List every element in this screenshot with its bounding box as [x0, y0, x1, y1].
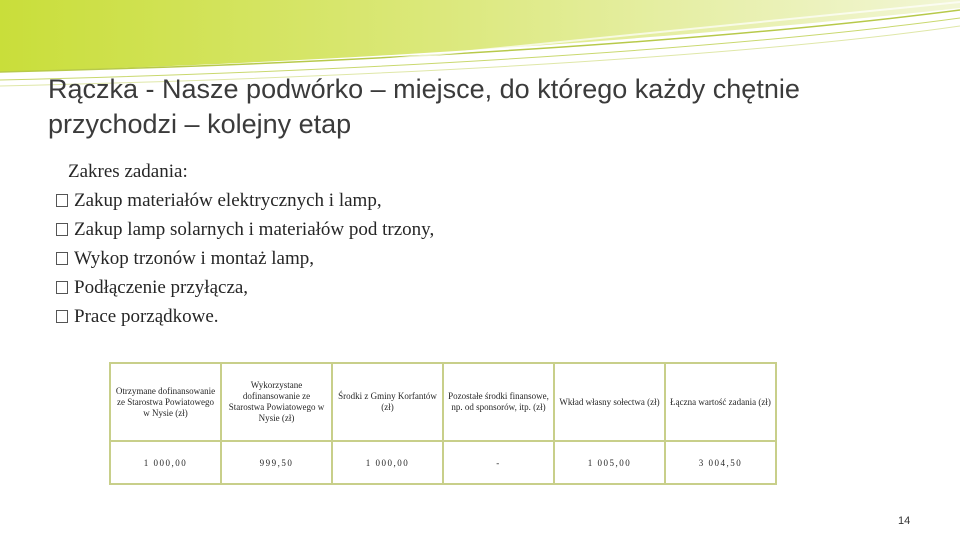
- value-total: 3 004,50: [665, 441, 776, 484]
- task-scope-heading: Zakres zadania:: [68, 161, 188, 182]
- slide-title: Rączka - Nasze podwórko – miejsce, do którego każdy chętnie przychodzi – kolejny etap: [48, 74, 800, 139]
- list-item: Zakup materiałów elektrycznych i lamp,: [56, 186, 434, 215]
- list-item: Prace porządkowe.: [56, 302, 434, 331]
- checkbox-icon: [56, 252, 68, 265]
- header-other-funds: Pozostałe środki finansowe, np. od sponsorów, itp. (zł): [443, 363, 554, 441]
- list-item: Zakup lamp solarnych i materiałów pod trzony,: [56, 215, 434, 244]
- list-item: Wykop trzonów i montaż lamp,: [56, 244, 434, 273]
- value-other-funds: -: [443, 441, 554, 484]
- value-municipality-funds: 1 000,00: [332, 441, 443, 484]
- financing-table: [109, 362, 777, 485]
- value-own-contribution: 1 005,00: [554, 441, 665, 484]
- table-row: [110, 441, 776, 484]
- header-municipality-funds: Środki z Gminy Korfantów (zł): [332, 363, 443, 441]
- checkbox-icon: [56, 310, 68, 323]
- header-own-contribution: Wkład własny sołectwa (zł): [554, 363, 665, 441]
- checkbox-icon: [56, 281, 68, 294]
- checkbox-icon: [56, 223, 68, 236]
- value-used-funding: 999,50: [221, 441, 332, 484]
- value-received-funding: 1 000,00: [110, 441, 221, 484]
- header-total-value: Łączna wartość zadania (zł): [665, 363, 776, 441]
- page-number: 14: [898, 515, 911, 527]
- table-header-row: [110, 363, 776, 441]
- list-item: Podłączenie przyłącza,: [56, 273, 434, 302]
- checkbox-icon: [56, 194, 68, 207]
- header-received-funding: Otrzymane dofinansowanie ze Starostwa Powiatowego w Nysie (zł): [110, 363, 221, 441]
- task-scope: [56, 157, 434, 331]
- header-used-funding: Wykorzystane dofinansowanie ze Starostwa Powiatowego w Nysie (zł): [221, 363, 332, 441]
